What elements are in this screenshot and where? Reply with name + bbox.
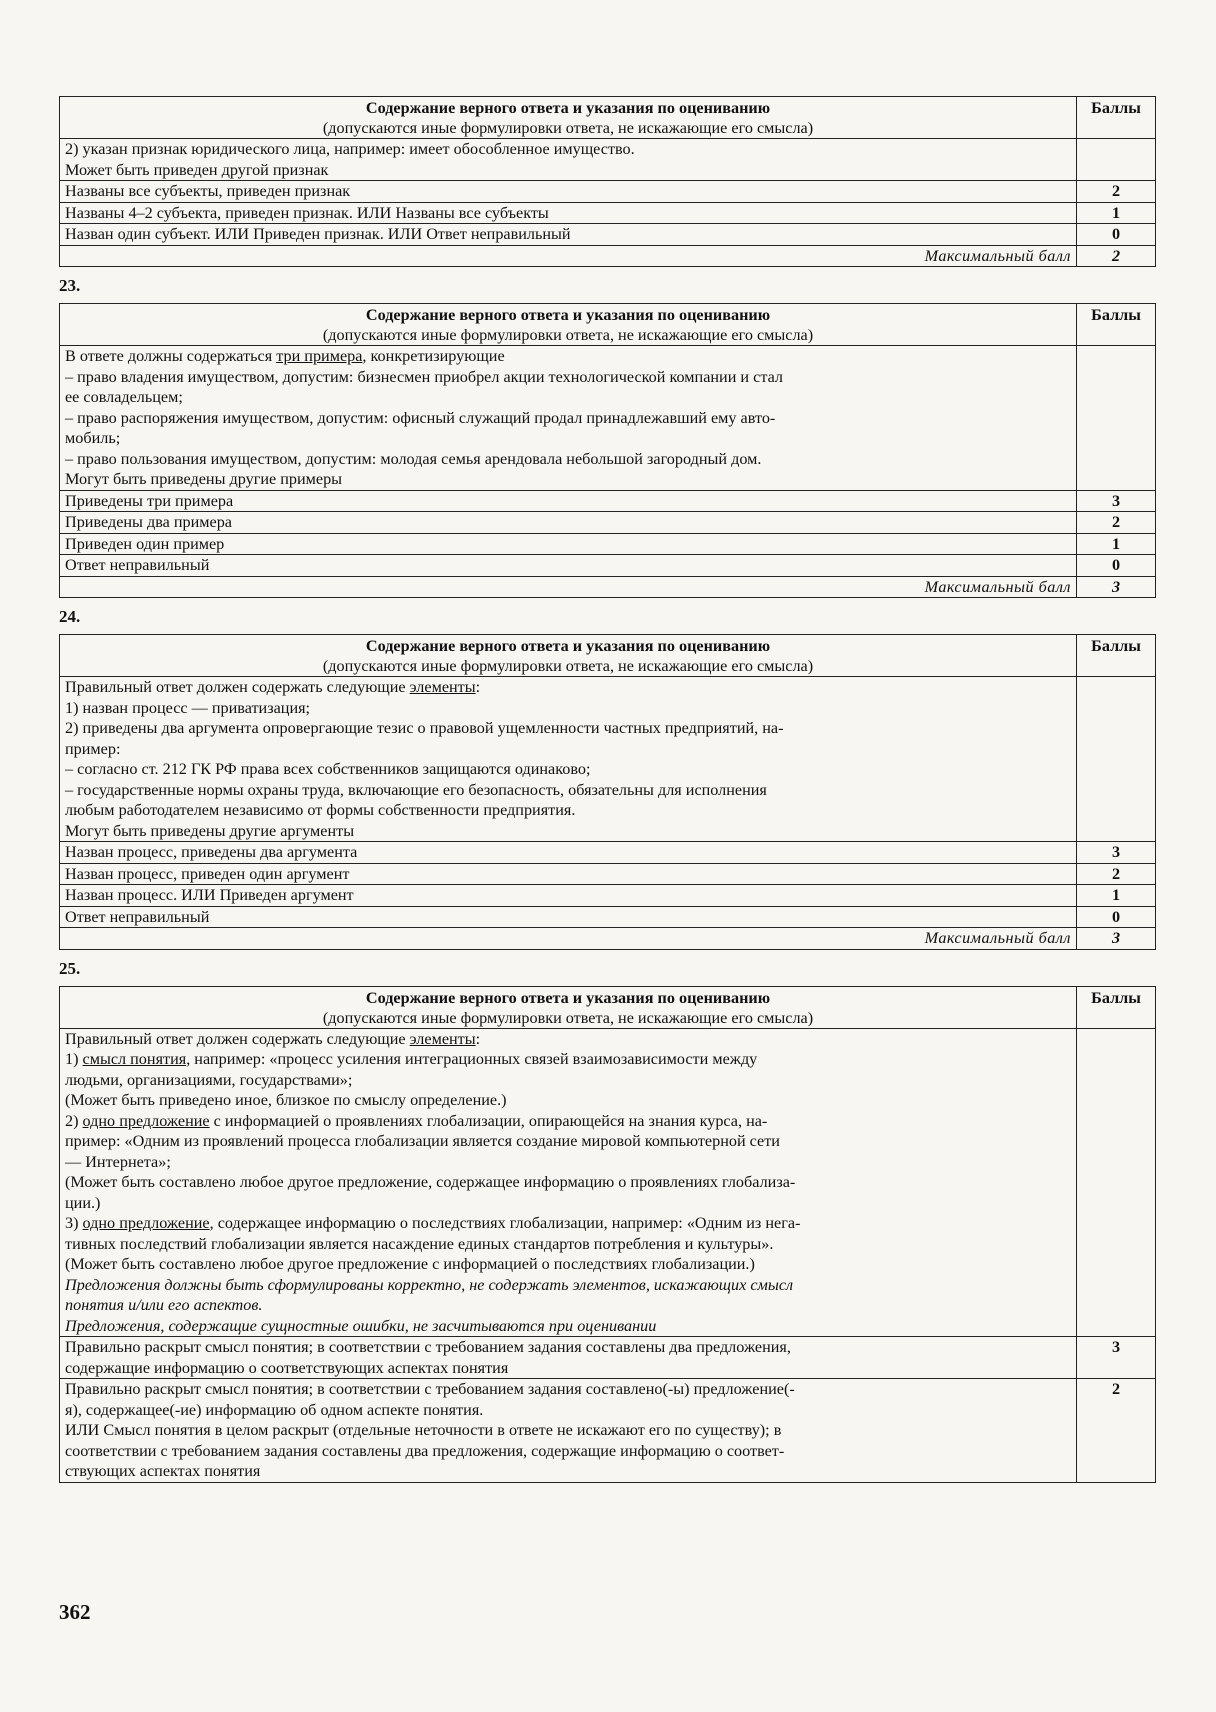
content-line: 1) смысл понятия, например: «процесс усиления интеграционных связей взаимозависимости между bbox=[65, 1050, 758, 1068]
content-note: Предложения, содержащие сущностные ошибки, не засчитываются при оценивании bbox=[65, 1316, 657, 1335]
criteria-table-23 bbox=[59, 303, 1156, 598]
answer-content bbox=[60, 139, 1077, 181]
header-points: Баллы bbox=[1077, 97, 1156, 139]
criterion-text: Ответ неправильный bbox=[60, 906, 1077, 928]
max-score-label: Максимальный балл bbox=[60, 928, 1077, 950]
content-line: пример: «Одним из проявлений процесса глобализации является создание мировой компьютерной сети bbox=[65, 1132, 780, 1150]
header-title: Содержание верного ответа и указания по оцениванию (допускаются иные формулировки ответа, не искажающие его смысла) bbox=[60, 986, 1077, 1028]
criterion-points: 0 bbox=[1077, 224, 1156, 246]
criterion-text: Приведен один пример bbox=[60, 533, 1077, 555]
content-line: – право владения имуществом, допустим: бизнесмен приобрел акции технологической компании и стал bbox=[65, 367, 783, 386]
criterion-row bbox=[60, 533, 1156, 555]
header-subtitle: (допускаются иные формулировки ответа, не искажающие его смысла) bbox=[322, 657, 814, 675]
content-line: Правильный ответ должен содержать следующие элементы: bbox=[65, 1029, 481, 1048]
criterion-points: 2 bbox=[1077, 863, 1156, 885]
criterion-row bbox=[60, 490, 1156, 512]
table-header bbox=[60, 635, 1156, 677]
content-line: – право пользования имуществом, допустим: молодая семья арендовала небольшой загородный дом. bbox=[65, 449, 762, 468]
criterion-points: 2 bbox=[1077, 512, 1156, 534]
content-line: – право распоряжения имуществом, допустим: офисный служащий продал принадлежавший ему авто- bbox=[65, 408, 776, 427]
table-header bbox=[60, 97, 1156, 139]
criterion-row bbox=[60, 863, 1156, 885]
max-score-row bbox=[60, 245, 1156, 267]
content-line: любым работодателем независимо от формы собственности предприятия. bbox=[65, 801, 576, 819]
criterion-points: 1 bbox=[1077, 885, 1156, 907]
content-note: понятия и/или его аспектов. bbox=[65, 1296, 263, 1314]
criterion-points: 0 bbox=[1077, 906, 1156, 928]
content-line: В ответе должны содержаться три примера, конкретизирующие bbox=[65, 347, 505, 365]
header-points: Баллы bbox=[1077, 986, 1156, 1028]
criterion-points: 2 bbox=[1077, 181, 1156, 203]
content-line: (Может быть приведено иное, близкое по смыслу определение.) bbox=[65, 1091, 507, 1109]
content-line: (Может быть составлено любое другое предложение с информацией о последствиях глобализации.) bbox=[65, 1255, 755, 1273]
header-title: Содержание верного ответа и указания по оцениванию (допускаются иные формулировки ответа, не искажающие его смысла) bbox=[60, 635, 1077, 677]
table-header bbox=[60, 986, 1156, 1028]
answer-content bbox=[60, 1028, 1077, 1337]
page-number: 362 bbox=[59, 1600, 91, 1624]
content-line: ее совладельцем; bbox=[65, 388, 183, 406]
max-score-value: 3 bbox=[1077, 576, 1156, 598]
content-line: Могут быть приведены другие примеры bbox=[65, 470, 343, 488]
content-line: – согласно ст. 212 ГК РФ права всех собственников защищаются одинаково; bbox=[65, 760, 591, 778]
criterion-points: 3 bbox=[1077, 1337, 1156, 1379]
header-title: Содержание верного ответа и указания по оцениванию (допускаются иные формулировки ответа, не искажающие его смысла) bbox=[60, 97, 1077, 139]
header-subtitle: (допускаются иные формулировки ответа, не искажающие его смысла) bbox=[322, 1008, 814, 1027]
header-subtitle: (допускаются иные формулировки ответа, не искажающие его смысла) bbox=[322, 119, 814, 137]
criterion-text: Названы 4–2 субъекта, приведен признак. ИЛИ Названы все субъекты bbox=[60, 202, 1077, 224]
max-score-row bbox=[60, 576, 1156, 598]
answer-content-row bbox=[60, 346, 1156, 491]
criterion-row bbox=[60, 555, 1156, 577]
header-title: Содержание верного ответа и указания по оцениванию (допускаются иные формулировки ответа, не искажающие его смысла) bbox=[60, 304, 1077, 346]
header-subtitle: (допускаются иные формулировки ответа, не искажающие его смысла) bbox=[322, 326, 814, 344]
content-line: тивных последствий глобализации является насаждение единых стандартов потребления и культуры». bbox=[65, 1234, 774, 1253]
criterion-row bbox=[60, 512, 1156, 534]
criteria-table-24 bbox=[59, 634, 1156, 950]
max-score-label: Максимальный балл bbox=[60, 245, 1077, 267]
content-line: людьми, организациями, государствами»; bbox=[65, 1070, 353, 1089]
criterion-points: 2 bbox=[1077, 1379, 1156, 1483]
content-line: — Интернета»; bbox=[65, 1152, 171, 1171]
criterion-row bbox=[60, 181, 1156, 203]
criterion-points: 3 bbox=[1077, 842, 1156, 864]
content-line: Правильный ответ должен содержать следующие элементы: bbox=[65, 678, 481, 696]
criteria-table-22 bbox=[59, 96, 1156, 267]
max-score-value: 3 bbox=[1077, 928, 1156, 950]
max-score-label: Максимальный балл bbox=[60, 576, 1077, 598]
answer-content bbox=[60, 677, 1077, 842]
question-number-25: 25. bbox=[59, 958, 81, 978]
criterion-text: Назван один субъект. ИЛИ Приведен признак. ИЛИ Ответ неправильный bbox=[60, 224, 1077, 246]
criterion-points: 0 bbox=[1077, 555, 1156, 577]
table-header bbox=[60, 304, 1156, 346]
answer-content bbox=[60, 346, 1077, 491]
criterion-row bbox=[60, 842, 1156, 864]
header-points: Баллы bbox=[1077, 635, 1156, 677]
answer-content-row bbox=[60, 677, 1156, 842]
content-line: пример: bbox=[65, 739, 121, 758]
criterion-row bbox=[60, 885, 1156, 907]
header-points: Баллы bbox=[1077, 304, 1156, 346]
criterion-row bbox=[60, 1379, 1156, 1483]
criterion-text: Назван процесс. ИЛИ Приведен аргумент bbox=[60, 885, 1077, 907]
criteria-table-25 bbox=[59, 986, 1156, 1483]
answer-content-row bbox=[60, 139, 1156, 181]
question-number-23: 23. bbox=[59, 276, 81, 295]
content-line: – государственные нормы охраны труда, включающие его безопасность, обязательны для исполнения bbox=[65, 780, 767, 799]
content-line: 2) указан признак юридического лица, например: имеет обособленное имущество. bbox=[65, 140, 635, 158]
content-line: (Может быть составлено любое другое предложение, содержащее информацию о проявлениях глобализа- bbox=[65, 1173, 796, 1191]
criterion-row bbox=[60, 224, 1156, 246]
content-line: Могут быть приведены другие аргументы bbox=[65, 821, 355, 840]
question-number-24: 24. bbox=[59, 607, 81, 626]
criterion-row bbox=[60, 1337, 1156, 1379]
criterion-text: Правильно раскрыт смысл понятия; в соответствии с требованием задания составлено(-ы) предложение(- я), содержащее(-ие) информацию об одном аспекте понятия. ИЛИ Смысл понятия в целом раскрыт (отдельные неточности в ответе не искажают его по существу); в соответствии с требованием задания составлены два предложения, содержащие информацию о соответ- ствующих аспектах понятия bbox=[60, 1379, 1077, 1483]
content-line: 2) приведены два аргумента опровергающие тезис о правовой ущемленности частных предприятий, на- bbox=[65, 719, 784, 737]
content-line: мобиль; bbox=[65, 429, 121, 447]
criterion-text: Назван процесс, приведен один аргумент bbox=[60, 863, 1077, 885]
content-line: 3) одно предложение, содержащее информацию о последствиях глобализации, например: «Одним из нега- bbox=[65, 1214, 801, 1232]
criterion-row bbox=[60, 906, 1156, 928]
criterion-points: 1 bbox=[1077, 533, 1156, 555]
criterion-text: Назван процесс, приведены два аргумента bbox=[60, 842, 1077, 864]
criterion-points: 1 bbox=[1077, 202, 1156, 224]
answer-content-row bbox=[60, 1028, 1156, 1337]
criterion-text: Приведены два примера bbox=[60, 512, 1077, 534]
criterion-text: Правильно раскрыт смысл понятия; в соответствии с требованием задания составлены два предложения, содержащие информацию о соответствующих аспектах понятия bbox=[60, 1337, 1077, 1379]
content-line: 2) одно предложение с информацией о проявлениях глобализации, опирающейся на знания курса, на- bbox=[65, 1111, 768, 1130]
max-score-row bbox=[60, 928, 1156, 950]
max-score-value: 2 bbox=[1077, 245, 1156, 267]
content-line: ции.) bbox=[65, 1193, 101, 1212]
criterion-row bbox=[60, 202, 1156, 224]
criterion-text: Ответ неправильный bbox=[60, 555, 1077, 577]
content-line: 1) назван процесс — приватизация; bbox=[65, 698, 311, 717]
criterion-text: Приведены три примера bbox=[60, 490, 1077, 512]
content-line: Может быть приведен другой признак bbox=[65, 160, 329, 179]
criterion-text: Названы все субъекты, приведен признак bbox=[60, 181, 1077, 203]
content-note: Предложения должны быть сформулированы корректно, не содержать элементов, искажающих смысл bbox=[65, 1275, 794, 1294]
page-content bbox=[59, 96, 1155, 1483]
criterion-points: 3 bbox=[1077, 490, 1156, 512]
